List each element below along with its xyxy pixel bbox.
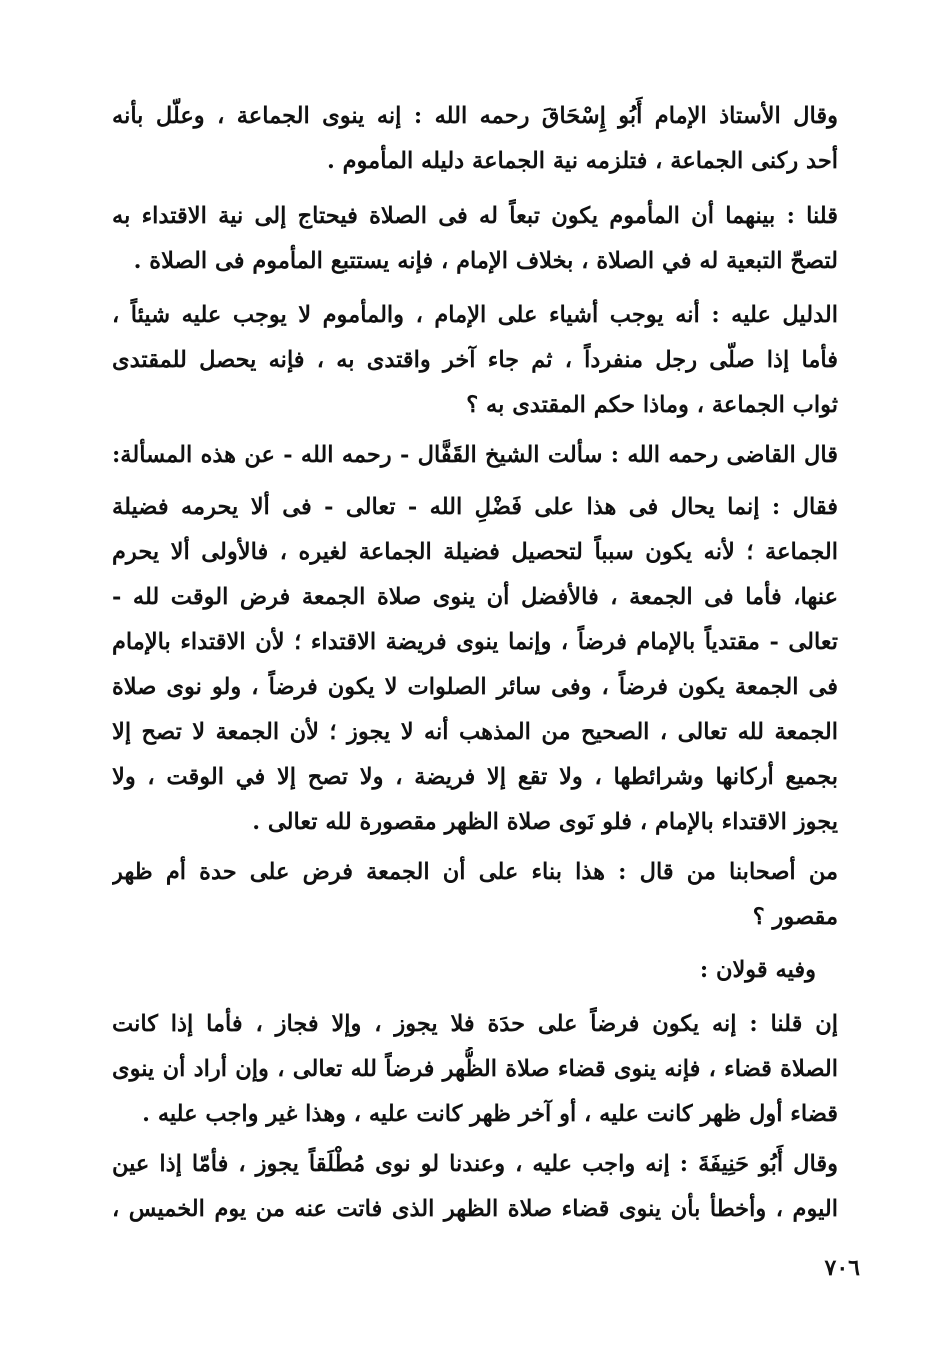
text-line: اليوم ، وأخطأ بأن ينوى قضاء صلاة الظهر الذى فاتت عنه من يوم الخميس ، bbox=[112, 1196, 838, 1222]
text-line: الصلاة قضاء ، فإنه ينوى قضاء صلاة الظُّهر فرضاً لله تعالى ، وإن أراد أن ينوى bbox=[112, 1056, 838, 1082]
paragraph bbox=[112, 485, 838, 845]
text-line: يجوز الاقتداء بالإمام ، فلو نَوى صلاة الظهر مقصورة لله تعالى . bbox=[252, 809, 838, 835]
text-line: فقال : إنما يحال فى هذا على فَضْلِ الله - تعالى - فى ألا يحرمه فضيلة bbox=[112, 494, 838, 520]
text-line: قال القاضى رحمه الله : سألت الشيخ القَفَّال - رحمه الله - عن هذه المسألة: bbox=[112, 442, 838, 468]
paragraph bbox=[112, 1002, 838, 1137]
text-line: أحد ركنى الجماعة ، فتلزمه نية الجماعة دليله المأموم . bbox=[326, 148, 838, 174]
text-line: قلنا : بينهما أن المأموم يكون تبعاً له فى الصلاة فيحتاج إلى نية الاقتداء به bbox=[112, 203, 838, 229]
text-line: فأما إذا صلّى رجل منفرداً ، ثم جاء آخر واقتدى به ، فإنه يحصل للمقتدى bbox=[112, 347, 838, 373]
paragraph bbox=[112, 1142, 838, 1232]
text-line: الجماعة ؛ لأنه يكون سبباً لتحصيل فضيلة الجماعة لغيره ، فالأولى ألا يحرم bbox=[112, 539, 838, 565]
text-line: بجميع أركانها وشرائطها ، ولا تقع إلا فريضة ، ولا تصح إلا في الوقت ، ولا bbox=[112, 764, 838, 790]
text-line: وقال أَبُو حَنِيفَةَ : إنه واجب عليه ، وعندنا لو نوى مُطْلَقاً يجوز ، فأمّا إذا عين bbox=[112, 1151, 838, 1177]
text-line: من أصحابنا من قال : هذا بناء على أن الجمعة فرض على حدة أم ظهر bbox=[112, 859, 838, 885]
text-line: الجمعة لله تعالى ، الصحيح من المذهب أنه لا يجوز ؛ لأن الجمعة لا تصح إلا bbox=[112, 719, 838, 745]
paragraph bbox=[112, 194, 838, 284]
paragraph bbox=[112, 293, 838, 428]
text-line: فى الجمعة يكون فرضاً ، وفى سائر الصلوات لا يكون فرضاً ، ولو نوى صلاة bbox=[112, 674, 838, 700]
paragraph bbox=[112, 433, 838, 478]
text-line: وفيه قولان : bbox=[699, 957, 816, 983]
text-line: ثواب الجماعة ، وماذا حكم المقتدى به ؟ bbox=[466, 392, 838, 418]
text-line: مقصور ؟ bbox=[752, 904, 838, 930]
text-line: لتصحّ التبعية له في الصلاة ، بخلاف الإمام ، فإنه يستتبع المأموم فى الصلاة . bbox=[133, 248, 838, 274]
text-line: وقال الأستاذ الإمام أَبُو إِسْحَاقَ رحمه الله : إنه ينوى الجماعة ، وعلّل بأنه bbox=[112, 103, 838, 129]
paragraph bbox=[112, 948, 838, 993]
paragraph bbox=[112, 850, 838, 940]
text-line: عنها، فأما فى الجمعة ، فالأفضل أن ينوى صلاة الجمعة فرض الوقت لله - bbox=[112, 584, 838, 610]
text-line: إن قلنا : إنه يكون فرضاً على حدَة فلا يجوز ، وإلا فجاز ، فأما إذا كانت bbox=[112, 1011, 838, 1037]
page-number: ٧٠٦ bbox=[824, 1255, 860, 1281]
paragraph bbox=[112, 94, 838, 184]
text-line: قضاء أول ظهر كانت عليه ، أو آخر ظهر كانت عليه ، وهذا غير واجب عليه . bbox=[142, 1101, 838, 1127]
text-line: الدليل عليه : أنه يوجب أشياء على الإمام ، والمأموم لا يوجب عليه شيئاً ، bbox=[112, 302, 838, 328]
text-line: تعالى - مقتدياً بالإمام فرضاً ، وإنما ينوى فريضة الاقتداء ؛ لأن الاقتداء بالإمام bbox=[112, 629, 838, 655]
